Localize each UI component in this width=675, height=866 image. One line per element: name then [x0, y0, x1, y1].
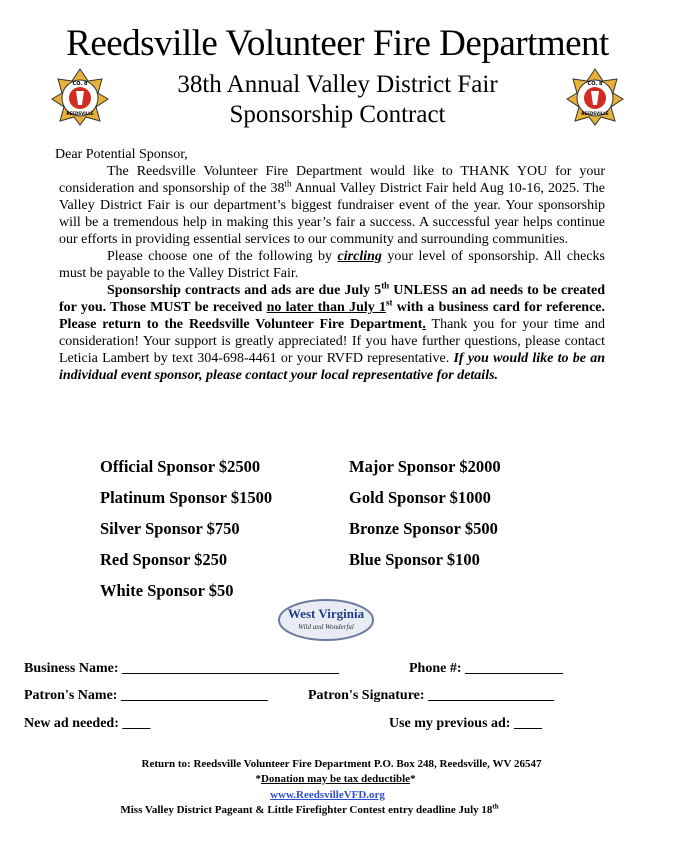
- website-link[interactable]: www.ReedsvilleVFD.org: [270, 789, 385, 801]
- sponsor-level-official[interactable]: Official Sponsor $2500: [100, 457, 261, 476]
- patron-signature-field[interactable]: Patron's Signature: __________________: [308, 688, 555, 703]
- return-address: Return to: Reedsville Volunteer Fire Department P.O. Box 248, Reedsville, WV 26547: [141, 758, 542, 770]
- sponsor-level-white[interactable]: White Sponsor $50: [100, 581, 234, 600]
- page-title: Reedsville Volunteer Fire Department: [66, 23, 609, 64]
- badge-top-text: CO. 8: [587, 81, 603, 87]
- event-subtitle: 38th Annual Valley District Fair: [177, 71, 498, 98]
- new-ad-field[interactable]: New ad needed: ____: [24, 716, 151, 731]
- patron-name-field[interactable]: Patron's Name: _____________________: [24, 688, 268, 703]
- previous-ad-field[interactable]: Use my previous ad: ____: [389, 716, 542, 731]
- contract-subtitle: Sponsorship Contract: [229, 101, 446, 128]
- badge-bottom-text: REEDSVILLE: [581, 111, 609, 116]
- paragraph-deadlines: Sponsorship contracts and ads are due July 5th UNLESS an ad needs to be created for you. Those MUST be received no later than July 1st with a business card for reference. Please return to the Reedsville Volunteer Fire Department. Thank you for your time and consideration! Your support is greatly appreciated! If you have further questions, please contact Leticia Lambert by text 304-698-4461 or your RVFD representative. If you would like to be an individual event sponsor, please contact your local representative for details.: [59, 280, 606, 383]
- sponsor-level-red[interactable]: Red Sponsor $250: [100, 550, 228, 569]
- letter-body: [55, 146, 605, 384]
- phone-field[interactable]: Phone #: ______________: [409, 661, 563, 676]
- sponsor-level-silver[interactable]: Silver Sponsor $750: [100, 519, 240, 538]
- sponsor-level-platinum[interactable]: Platinum Sponsor $1500: [100, 488, 273, 507]
- badge-bottom-text: REEDSVILLE: [66, 111, 94, 116]
- pageant-deadline: Miss Valley District Pageant & Little Firefighter Contest entry deadline July 18th: [120, 802, 499, 816]
- donation-text: Donation may be tax deductible: [260, 773, 411, 785]
- paragraph-instructions: Please choose one of the following by circling your level of sponsorship. All checks must be payable to the Valley District Fair.: [59, 249, 606, 281]
- business-name-field[interactable]: Business Name: _______________________________: [24, 661, 340, 676]
- sponsor-level-major[interactable]: Major Sponsor $2000: [349, 457, 501, 476]
- wv-logo-tagline: Wild and Wonderful: [298, 623, 354, 631]
- badge-top-text: CO. 8: [72, 81, 88, 87]
- fire-department-badge-left: [50, 67, 110, 127]
- donation-note: *Donation may be tax deductible*: [255, 773, 416, 785]
- fire-department-badge-right: [565, 67, 625, 127]
- sponsor-level-gold[interactable]: Gold Sponsor $1000: [349, 488, 491, 507]
- sponsor-level-bronze[interactable]: Bronze Sponsor $500: [349, 519, 498, 538]
- west-virginia-logo: [277, 598, 375, 642]
- sponsor-level-blue[interactable]: Blue Sponsor $100: [349, 550, 480, 569]
- wv-logo-title: West Virginia: [287, 606, 365, 621]
- paragraph-intro: The Reedsville Volunteer Fire Department would like to THANK YOU for your consideration and sponsorship of the 38th Annual Valley District Fair held Aug 10-16, 2025. The Valley District Fair is our department’s biggest fundraiser event of the year. Your sponsorship will be a tremendous help in making this year’s fair a success. A successful year helps continue our efforts in providing essential services to our community and surrounding communities.: [59, 164, 605, 247]
- greeting: Dear Potential Sponsor,: [55, 147, 188, 162]
